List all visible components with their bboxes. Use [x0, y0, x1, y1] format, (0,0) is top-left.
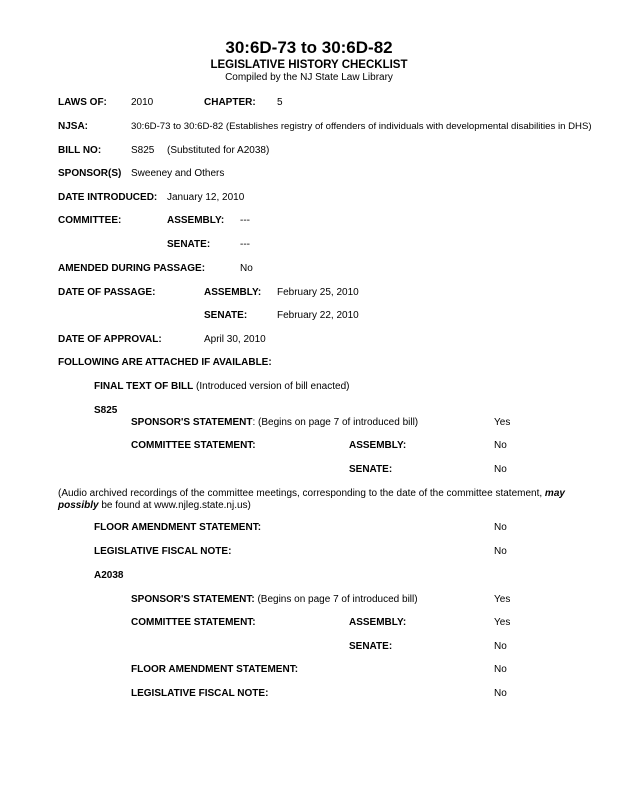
a2038-sponsor-statement-value: Yes	[494, 594, 511, 605]
date-introduced-value: January 12, 2010	[167, 192, 245, 203]
passage-senate-label: SENATE:	[204, 310, 248, 321]
a2038-senate-label: SENATE:	[349, 641, 393, 652]
amended-label: AMENDED DURING PASSAGE:	[58, 263, 206, 274]
page-subtitle: LEGISLATIVE HISTORY CHECKLIST	[210, 59, 408, 71]
bill-no-note: (Substituted for A2038)	[167, 145, 270, 156]
s825-committee-statement-label: COMMITTEE STATEMENT:	[131, 440, 256, 451]
s825-assembly-value: No	[494, 440, 507, 451]
a2038-fiscal-note-value: No	[494, 688, 507, 699]
passage-assembly-value: February 25, 2010	[277, 287, 359, 298]
passage-senate-value: February 22, 2010	[277, 310, 359, 321]
committee-senate-value: ---	[240, 239, 250, 250]
a2038-assembly-value: Yes	[494, 617, 511, 628]
floor-amendment-label: FLOOR AMENDMENT STATEMENT:	[94, 522, 262, 533]
date-introduced-label: DATE INTRODUCED:	[58, 192, 158, 203]
s825-sponsor-statement-value: Yes	[494, 417, 511, 428]
a2038-sponsor-statement-line	[131, 594, 418, 606]
fiscal-note-value: No	[494, 546, 507, 557]
laws-of-label: LAWS OF:	[58, 97, 107, 108]
s825-label: S825	[94, 405, 118, 416]
a2038-sponsor-statement-note: (Begins on page 7 of introduced bill)	[254, 594, 418, 605]
page-title: 30:6D-73 to 30:6D-82	[225, 38, 393, 57]
a2038-fiscal-note-label: LEGISLATIVE FISCAL NOTE:	[131, 688, 269, 699]
bill-no-value: S825	[131, 145, 155, 156]
final-text-label: FINAL TEXT OF BILL	[94, 381, 194, 392]
s825-sponsor-statement-label: SPONSOR'S STATEMENT	[131, 417, 253, 428]
njsa-value: 30:6D-73 to 30:6D-82 (Establishes registry of offenders of individuals with developmental disabilities in DHS)	[131, 121, 592, 132]
s825-senate-label: SENATE:	[349, 464, 393, 475]
committee-assembly-value: ---	[240, 215, 250, 226]
laws-of-value: 2010	[131, 97, 154, 108]
final-text-note: (Introduced version of bill enacted)	[196, 381, 350, 392]
a2038-floor-amendment-value: No	[494, 664, 507, 675]
s825-assembly-label: ASSEMBLY:	[349, 440, 407, 451]
a2038-sponsor-statement-label: SPONSOR'S STATEMENT:	[131, 594, 255, 605]
sponsors-value: Sweeney and Others	[131, 168, 225, 179]
audio-note	[58, 488, 606, 512]
a2038-committee-statement-label: COMMITTEE STATEMENT:	[131, 617, 256, 628]
committee-label: COMMITTEE:	[58, 215, 122, 226]
floor-amendment-value: No	[494, 522, 507, 533]
audio-note-text-1: (Audio archived recordings of the committee meetings, corresponding to the date of the committee statement,	[58, 488, 545, 499]
a2038-assembly-label: ASSEMBLY:	[349, 617, 407, 628]
a2038-senate-value: No	[494, 641, 507, 652]
s825-sponsor-statement-line	[131, 417, 418, 429]
njsa-label: NJSA:	[58, 121, 89, 132]
audio-note-text-2: be found at www.njleg.state.nj.us)	[98, 500, 251, 511]
a2038-label: A2038	[94, 570, 124, 581]
s825-senate-value: No	[494, 464, 507, 475]
sponsors-label: SPONSOR(S)	[58, 168, 122, 179]
date-of-approval-label: DATE OF APPROVAL:	[58, 334, 162, 345]
date-of-approval-value: April 30, 2010	[204, 334, 266, 345]
chapter-value: 5	[277, 97, 283, 108]
committee-assembly-label: ASSEMBLY:	[167, 215, 225, 226]
chapter-label: CHAPTER:	[204, 97, 256, 108]
amended-value: No	[240, 263, 253, 274]
committee-senate-label: SENATE:	[167, 239, 211, 250]
audio-note-emphasis: may possibly	[58, 488, 565, 511]
final-text-line	[94, 381, 349, 393]
attached-heading: FOLLOWING ARE ATTACHED IF AVAILABLE:	[58, 357, 272, 368]
s825-sponsor-statement-note: : (Begins on page 7 of introduced bill)	[252, 417, 419, 428]
fiscal-note-label: LEGISLATIVE FISCAL NOTE:	[94, 546, 232, 557]
bill-no-label: BILL NO:	[58, 145, 102, 156]
date-of-passage-label: DATE OF PASSAGE:	[58, 287, 156, 298]
passage-assembly-label: ASSEMBLY:	[204, 287, 262, 298]
compiled-by: Compiled by the NJ State Law Library	[225, 72, 393, 83]
a2038-floor-amendment-label: FLOOR AMENDMENT STATEMENT:	[131, 664, 299, 675]
